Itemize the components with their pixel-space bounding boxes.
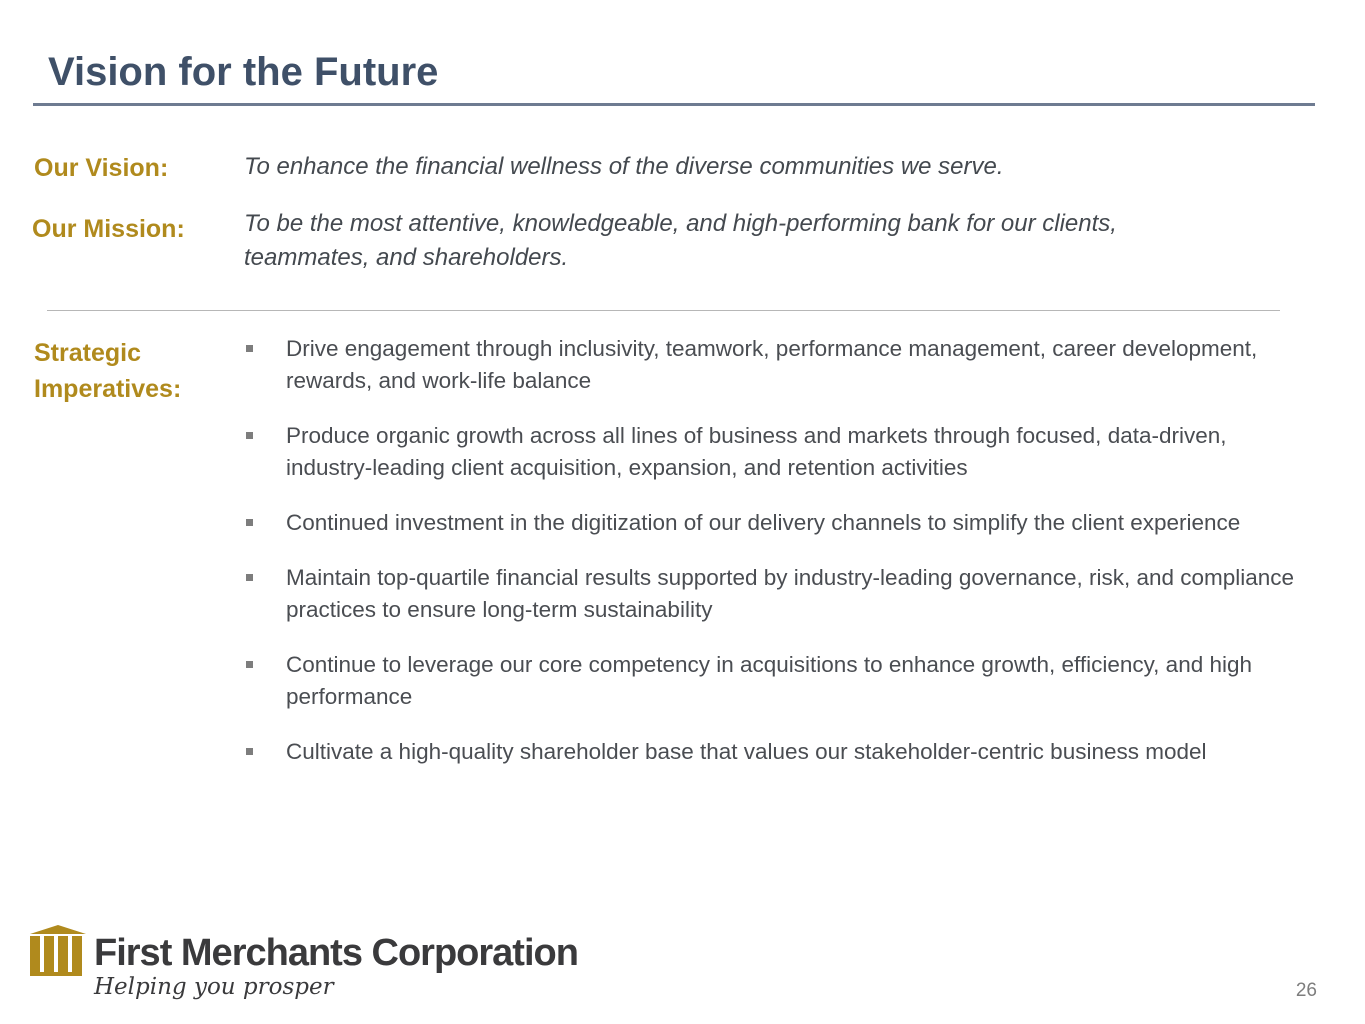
imperative-text: Produce organic growth across all lines of business and markets through focused, data-driven, industry-leading client acquisition, expansion, and retention activities	[286, 423, 1227, 480]
imperative-text: Continue to leverage our core competency in acquisitions to enhance growth, efficiency, and high performance	[286, 652, 1253, 709]
company-tagline: Helping you prosper	[94, 974, 334, 1000]
slide-title: Vision for the Future	[48, 50, 439, 94]
square-bullet-icon	[246, 519, 253, 526]
company-logo	[30, 922, 590, 1012]
square-bullet-icon	[246, 574, 253, 581]
square-bullet-icon	[246, 345, 253, 352]
imperative-item	[244, 507, 1304, 539]
imperative-text: Maintain top-quartile financial results supported by industry-leading governance, risk, and compliance practices to ensure long-term sustainability	[286, 565, 1295, 622]
imperative-item	[244, 420, 1304, 484]
imperative-text: Drive engagement through inclusivity, teamwork, performance management, career development, rewards, and work-life balance	[286, 336, 1258, 393]
imperative-item	[244, 649, 1304, 713]
imperative-text: Cultivate a high-quality shareholder base that values our stakeholder-centric business model	[286, 739, 1207, 764]
mission-statement: To be the most attentive, knowledgeable, and high-performing bank for our clients, teammates, and shareholders.	[244, 210, 1117, 271]
vision-statement: To enhance the financial wellness of the diverse communities we serve.	[244, 153, 1004, 180]
title-underline	[33, 103, 1315, 106]
imperative-text: Continued investment in the digitization of our delivery channels to simplify the client experience	[286, 510, 1241, 535]
imperatives-list	[244, 333, 1304, 791]
imperative-item	[244, 736, 1304, 768]
bank-building-icon	[30, 922, 86, 978]
company-name: First Merchants Corporation	[94, 932, 578, 974]
square-bullet-icon	[246, 661, 253, 668]
vision-label: Our Vision:	[34, 154, 169, 182]
page-number: 26	[1295, 980, 1317, 1001]
square-bullet-icon	[246, 432, 253, 439]
section-divider	[47, 310, 1280, 311]
imperative-item	[244, 333, 1304, 397]
mission-label: Our Mission:	[32, 215, 185, 243]
square-bullet-icon	[246, 748, 253, 755]
imperative-item	[244, 562, 1304, 626]
imperatives-label: Strategic Imperatives:	[34, 339, 182, 403]
